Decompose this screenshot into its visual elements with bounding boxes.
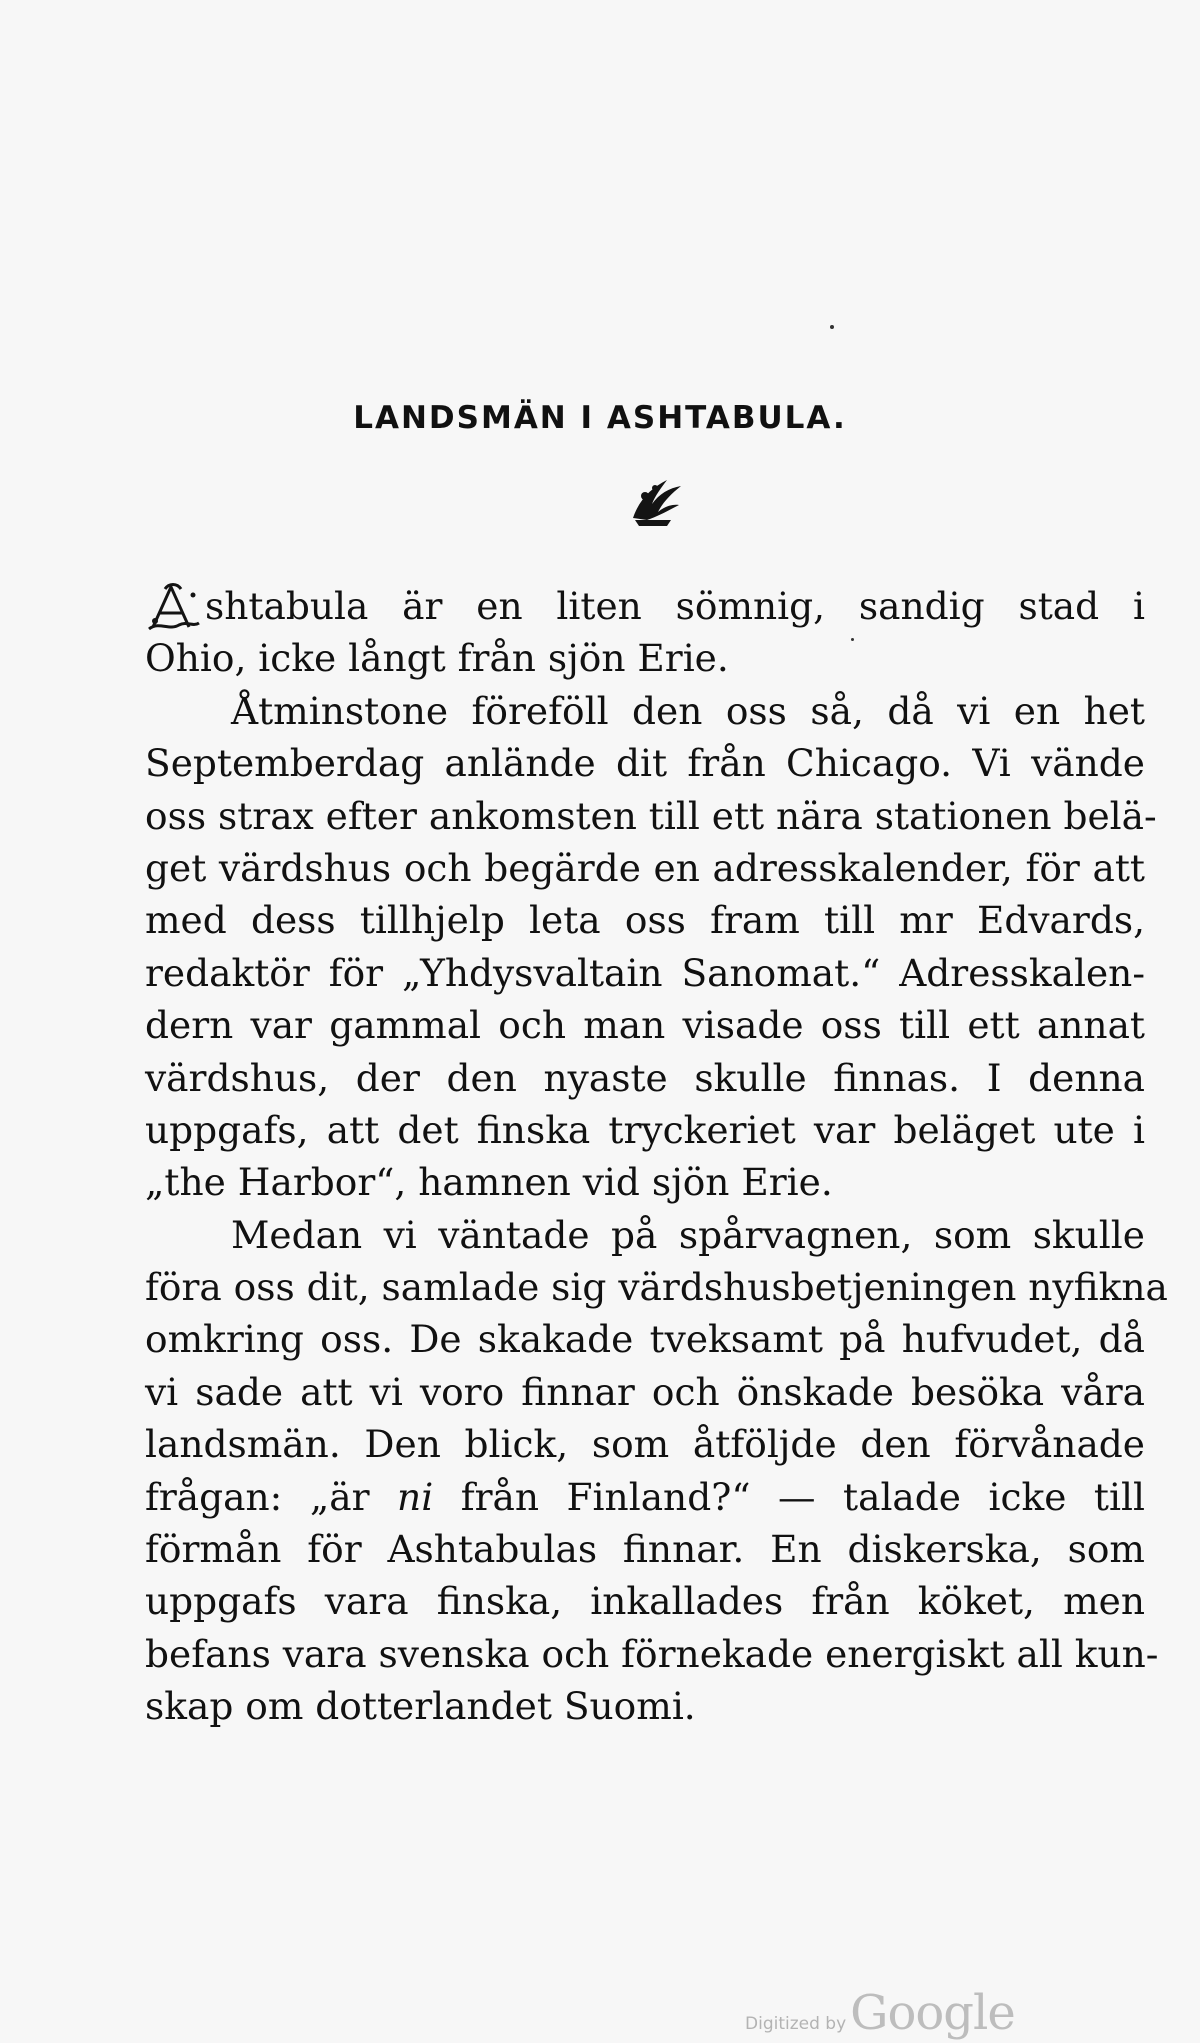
text-line: Septemberdag anlände dit från Chicago. Vi vände <box>145 741 1145 786</box>
digitized-watermark <box>745 1985 1015 2041</box>
text-line: landsmän. Den blick, som åtföljde den förvånade <box>145 1422 1145 1467</box>
text-line: föra oss dit, samlade sig värdshusbetjeningen nyfikna <box>145 1265 1168 1310</box>
watermark-prefix: Digitized by <box>745 2014 847 2034</box>
text-line: befans vara svenska och förnekade energiskt all kun- <box>145 1631 1159 1676</box>
text-line: Medan vi väntade på spårvagnen, som skulle <box>231 1212 1145 1257</box>
text-line: Åtminstone föreföll den oss så, då vi en het <box>231 688 1145 733</box>
text-line: värdshus, der den nyaste skulle finnas. I denna <box>145 1055 1145 1100</box>
text-line: Ohio, icke långt från sjön Erie. <box>145 636 729 681</box>
text-line: „the Harbor“, hamnen vid sjön Erie. <box>145 1160 833 1205</box>
emphasis-word: ni <box>397 1474 434 1519</box>
text-line: med dess tillhjelp leta oss fram till mr Edvards, <box>145 898 1145 943</box>
text-line: shtabula är en liten sömnig, sandig stad i <box>145 580 1145 632</box>
text-line: uppgafs, att det finska tryckeriet var beläget ute i <box>145 1107 1145 1152</box>
fleuron-ornament-icon <box>625 470 685 530</box>
text-line: skap om dotterlandet Suomi. <box>145 1684 696 1729</box>
text-line: oss strax efter ankomsten till ett nära stationen belä- <box>145 793 1157 838</box>
text-line: get värdshus och begärde en adresskalender, för att <box>145 845 1145 890</box>
text-line: uppgafs vara finska, inkallades från köket, men <box>145 1579 1145 1624</box>
text-line: frågan: „är ni från Finland?“ — talade icke till <box>145 1474 1145 1519</box>
text-line: redaktör för „Yhdysvaltain Sanomat.“ Adresskalen- <box>145 950 1145 995</box>
chapter-title: LANDSMÄN I ASHTABULA. <box>353 400 847 436</box>
ornamental-drop-cap-a <box>145 581 203 633</box>
text-line: förmån för Ashtabulas finnar. En diskerska, som <box>145 1527 1145 1572</box>
text-line: dern var gammal och man visade oss till ett annat <box>145 1003 1145 1048</box>
text-line: vi sade att vi voro finnar och önskade besöka våra <box>145 1369 1145 1414</box>
scan-speck <box>830 325 834 329</box>
text-line: omkring oss. De skakade tveksamt på hufvudet, då <box>145 1317 1145 1362</box>
body-text <box>145 580 1168 1733</box>
google-logo: Google <box>850 1985 1015 2041</box>
